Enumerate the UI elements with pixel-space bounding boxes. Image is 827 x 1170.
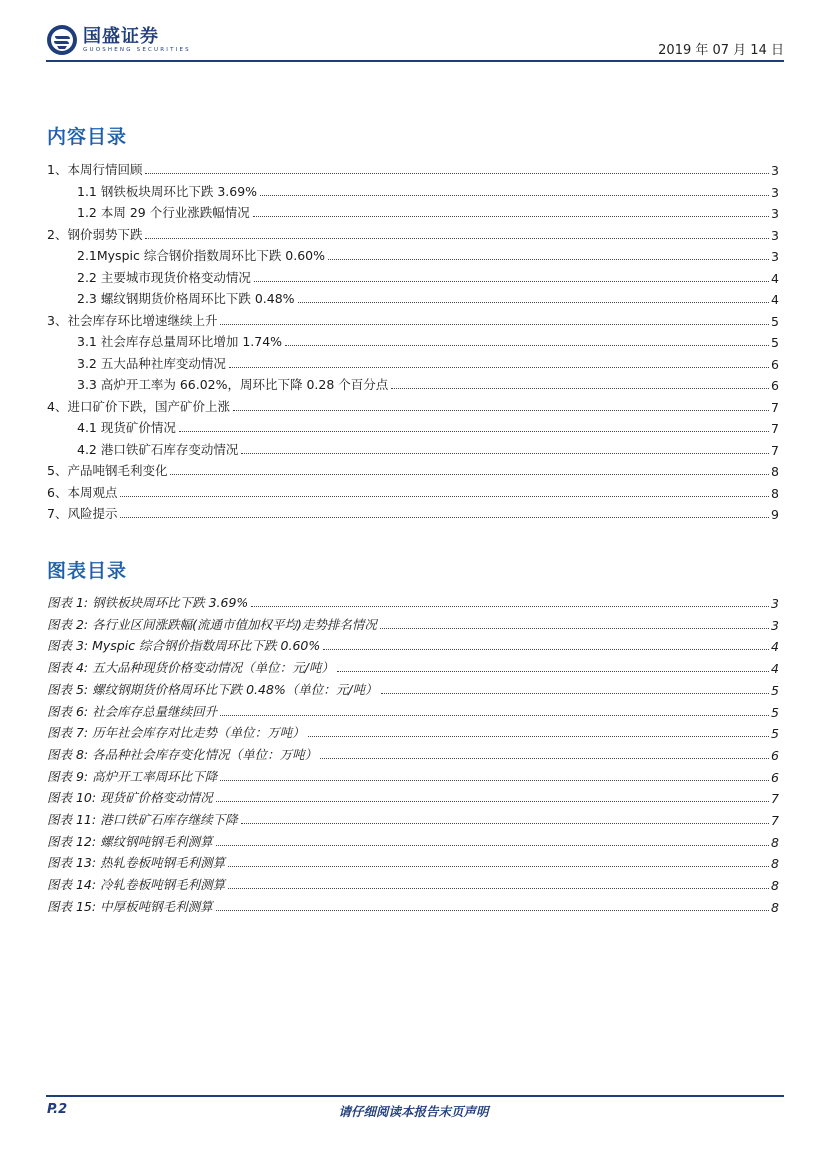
toc-entry-label: 4.1 现货矿价情况 — [77, 420, 176, 435]
toc-entry-page: 8 — [771, 856, 779, 872]
toc-entry-label: 图表 4: 五大品种现货价格变动情况（单位：元/吨） — [47, 660, 334, 676]
toc-entry-page: 6 — [771, 747, 779, 763]
contents-toc-entry[interactable] — [47, 395, 779, 415]
toc-entry-label: 3.1 社会库存总量周环比增加 1.74% — [77, 334, 283, 349]
toc-entry-label: 图表 1: 钢铁板块周环比下跌 3.69% — [47, 595, 249, 610]
toc-entry-label: 图表 11: 港口铁矿石库存继续下降 — [47, 812, 238, 827]
brand-logo — [46, 24, 191, 56]
contents-toc-entry[interactable] — [47, 459, 779, 479]
contents-toc-entry[interactable] — [47, 287, 779, 307]
toc-entry-page: 6 — [771, 356, 779, 372]
toc-entry-label: 2.3 螺纹钢期货价格周环比下跌 0.48% — [77, 291, 295, 306]
dot-leader — [251, 606, 769, 607]
contents-toc-entry[interactable] — [47, 481, 779, 501]
figure-toc-entry[interactable] — [47, 700, 779, 720]
figure-toc-entry[interactable] — [47, 808, 779, 828]
toc-entry-page: 8 — [771, 834, 779, 850]
toc-entry-label: 1.2 本周 29 个行业涨跌幅情况 — [77, 205, 250, 220]
dot-leader — [145, 238, 769, 239]
toc-entry-page: 4 — [771, 270, 779, 286]
toc-entry-page: 4 — [771, 292, 779, 307]
dot-leader — [337, 671, 769, 672]
toc-entry-page: 9 — [771, 507, 779, 522]
dot-leader — [260, 195, 769, 196]
figure-toc-entry[interactable] — [47, 786, 779, 806]
toc-entry-page: 7 — [771, 791, 779, 807]
dot-leader — [308, 736, 769, 737]
toc-entry-label: 图表 6: 社会库存总量继续回升 — [47, 703, 218, 719]
header-divider — [46, 60, 784, 62]
toc-entry-label: 1.1 钢铁板块周环比下跌 3.69% — [77, 183, 258, 199]
toc-entry-label: 图表 14: 冷轧卷板吨钢毛利测算 — [47, 877, 226, 893]
contents-toc-entry[interactable] — [47, 309, 779, 329]
figure-toc-entry[interactable] — [47, 873, 779, 893]
toc-entry-label: 图表 12: 螺纹钢吨钢毛利测算 — [47, 833, 213, 849]
figure-toc-entry[interactable] — [47, 634, 779, 654]
toc-entry-page: 8 — [771, 485, 779, 501]
dot-leader — [298, 302, 770, 303]
toc-entry-page: 5 — [771, 682, 779, 698]
dot-leader — [391, 388, 769, 389]
contents-toc-entry[interactable] — [47, 180, 779, 200]
toc-entry-page: 6 — [771, 769, 779, 785]
toc-entry-label: 2.2 主要城市现货价格变动情况 — [77, 269, 251, 285]
dot-leader — [253, 216, 769, 217]
figure-toc-entry[interactable] — [47, 851, 779, 871]
dot-leader — [285, 345, 769, 346]
toc-entry-label: 4.2 港口铁矿石库存变动情况 — [77, 441, 239, 457]
toc-entry-label: 3.2 五大品种社库变动情况 — [77, 355, 226, 371]
toc-entry-label: 图表 3: Myspic 综合钢价指数周环比下跌 0.60% — [47, 638, 321, 654]
contents-toc-entry[interactable] — [47, 352, 779, 372]
contents-toc-entry[interactable] — [47, 201, 779, 221]
toc-entry-label: 图表 13: 热轧卷板吨钢毛利测算 — [47, 855, 226, 871]
toc-entry-label: 4、进口矿价下跌，国产矿价上涨 — [47, 398, 230, 414]
dot-leader — [241, 823, 769, 824]
dot-leader — [179, 431, 769, 432]
contents-title: 内容目录 — [47, 126, 128, 148]
contents-toc-entry[interactable] — [47, 158, 779, 178]
figure-toc-entry[interactable] — [47, 613, 779, 633]
toc-entry-page: 5 — [771, 335, 779, 350]
dot-leader — [228, 888, 769, 889]
contents-toc-entry[interactable] — [47, 502, 779, 522]
toc-entry-page: 8 — [771, 464, 779, 479]
contents-toc-entry[interactable] — [47, 373, 779, 393]
toc-entry-page: 5 — [771, 704, 779, 720]
toc-entry-label: 图表 2: 各行业区间涨跌幅(流通市值加权平均)走势排名情况 — [47, 616, 377, 632]
page-number: P.2 — [47, 1102, 68, 1117]
dot-leader — [216, 910, 769, 911]
guosheng-logo-icon — [46, 24, 78, 56]
dot-leader — [216, 845, 769, 846]
footer-disclaimer: 请仔细阅读本报告末页声明 — [338, 1104, 489, 1119]
figure-toc-entry[interactable] — [47, 678, 779, 698]
toc-entry-label: 图表 8: 各品种社会库存变化情况（单位：万吨） — [47, 746, 318, 762]
dot-leader — [120, 517, 769, 518]
figure-toc-entry[interactable] — [47, 895, 779, 915]
toc-entry-page: 5 — [771, 313, 779, 329]
toc-entry-page: 8 — [771, 878, 779, 894]
dot-leader — [381, 693, 770, 694]
page-header — [46, 24, 784, 62]
dot-leader — [220, 715, 769, 716]
dot-leader — [228, 866, 769, 867]
toc-entry-label: 图表 10: 现货矿价格变动情况 — [47, 790, 213, 806]
dot-leader — [229, 367, 769, 368]
toc-entry-page: 3 — [771, 249, 779, 264]
dot-leader — [170, 474, 769, 475]
figure-toc-entry[interactable] — [47, 656, 779, 676]
toc-entry-page: 4 — [771, 661, 779, 677]
toc-entry-label: 3.3 高炉开工率为 66.02%，周环比下降 0.28 个百分点 — [77, 377, 389, 392]
toc-entry-page: 3 — [771, 184, 779, 200]
toc-entry-label: 1、本周行情回顾 — [47, 162, 143, 177]
toc-entry-label: 2、钢价弱势下跌 — [47, 226, 143, 242]
toc-entry-label: 6、本周观点 — [47, 484, 118, 500]
dot-leader — [216, 801, 769, 802]
dot-leader — [233, 410, 769, 411]
contents-toc-entry[interactable] — [47, 416, 779, 436]
toc-entry-label: 图表 15: 中厚板吨钢毛利测算 — [47, 898, 213, 914]
figure-toc-entry[interactable] — [47, 830, 779, 850]
contents-toc-entry[interactable] — [47, 330, 779, 350]
toc-entry-page: 6 — [771, 378, 779, 393]
toc-entry-label: 图表 9: 高炉开工率周环比下降 — [47, 768, 218, 784]
footer-divider — [46, 1095, 784, 1097]
toc-entry-page: 8 — [771, 899, 779, 915]
dot-leader — [254, 281, 769, 282]
toc-entry-label: 7、风险提示 — [47, 506, 118, 521]
dot-leader — [320, 758, 769, 759]
toc-entry-label: 3、社会库存环比增速继续上升 — [47, 312, 218, 328]
contents-toc-entry[interactable] — [47, 438, 779, 458]
dot-leader — [145, 173, 769, 174]
dot-leader — [380, 628, 769, 629]
dot-leader — [328, 259, 769, 260]
brand-name-en: GUOSHENG SECURITIES — [83, 46, 191, 53]
toc-entry-page: 5 — [771, 726, 779, 742]
figures-title: 图表目录 — [47, 560, 128, 582]
report-date: 2019 年 07 月 14 日 — [658, 43, 784, 58]
dot-leader — [220, 780, 769, 781]
toc-entry-page: 3 — [771, 617, 779, 633]
figure-toc-entry[interactable] — [47, 591, 779, 611]
figure-toc-entry[interactable] — [47, 765, 779, 785]
toc-entry-label: 图表 7: 历年社会库存对比走势（单位：万吨） — [47, 725, 305, 741]
toc-entry-label: 图表 5: 螺纹钢期货价格周环比下跌 0.48%（单位：元/吨） — [47, 681, 378, 697]
toc-entry-page: 7 — [771, 442, 779, 458]
contents-toc-entry[interactable] — [47, 244, 779, 264]
toc-entry-label: 5、产品吨钢毛利变化 — [47, 463, 168, 478]
toc-entry-page: 3 — [771, 206, 779, 221]
dot-leader — [120, 496, 769, 497]
toc-entry-page: 3 — [771, 596, 779, 611]
contents-toc-entry[interactable] — [47, 266, 779, 286]
figure-toc-entry[interactable] — [47, 743, 779, 763]
dot-leader — [220, 324, 769, 325]
toc-entry-page: 7 — [771, 813, 779, 828]
dot-leader — [241, 453, 769, 454]
dot-leader — [323, 649, 769, 650]
brand-name-cn: 国盛证券 — [83, 25, 159, 47]
contents-toc-entry[interactable] — [47, 223, 779, 243]
toc-entry-page: 4 — [771, 639, 779, 655]
toc-entry-label: 2.1Myspic 综合钢价指数周环比下跌 0.60% — [77, 248, 326, 263]
toc-entry-page: 3 — [771, 163, 779, 178]
toc-entry-page: 3 — [771, 227, 779, 243]
toc-entry-page: 7 — [771, 399, 779, 415]
figure-toc-entry[interactable] — [47, 721, 779, 741]
toc-entry-page: 7 — [771, 421, 779, 436]
